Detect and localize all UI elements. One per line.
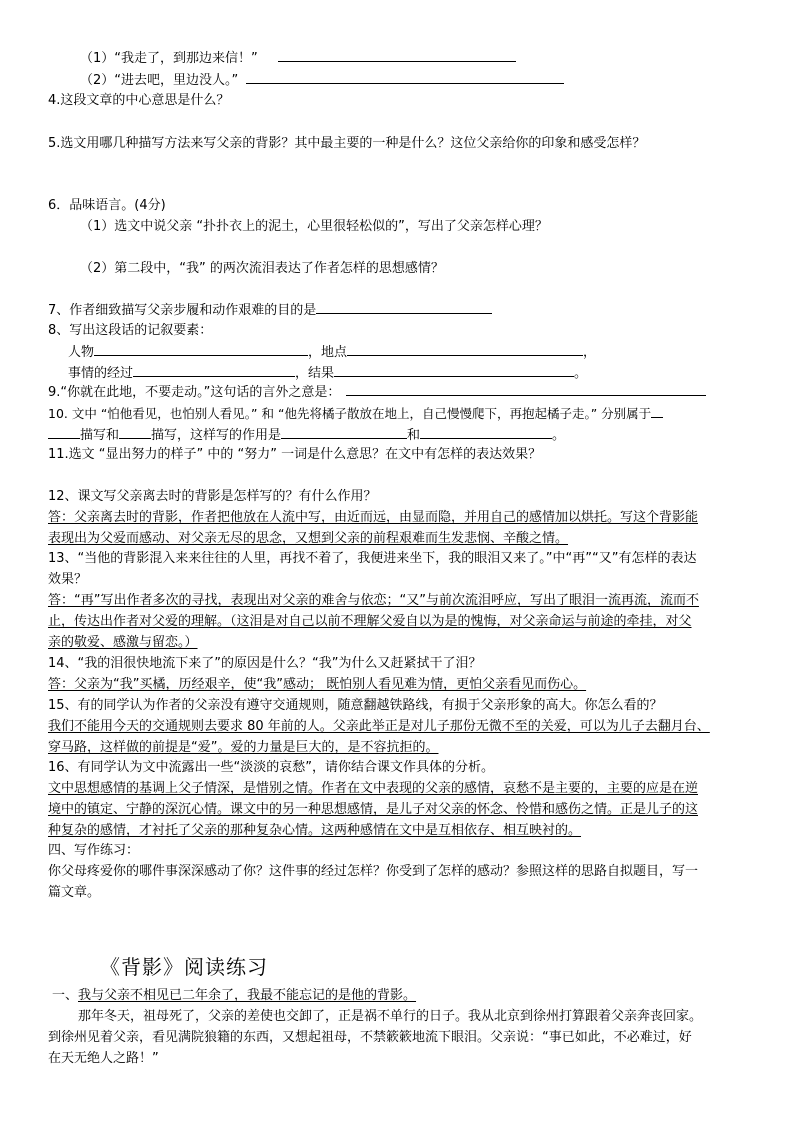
answer-blank-event[interactable] (133, 364, 295, 377)
answer-16-line-3: 种复杂的感情，才衬托了父亲的那种复杂心情。这两种感情在文中是互相依存、相互映衬的。 (48, 823, 582, 838)
answer-blank[interactable] (48, 426, 80, 439)
answer-13-line-1: 答：“再”写出作者多次的寻找，表现出对父亲的难舍与依恋；“又”与前次流泪呼应，写出了眼泪一流再流，流而不 (48, 593, 699, 608)
question-11: 11.选文 “显出努力的样子” 中的 “努力” 一词是什么意思？在文中有怎样的表达效果？ (48, 447, 542, 462)
passage-line-2: 到徐州见着父亲，看见满院狼籍的东西，又想起祖母，不禁簌簌地流下眼泪。父亲说：“事已如此，不必难过，好 (48, 1030, 692, 1045)
question-16: 16、有同学认为文中流露出一些“淡淡的哀愁”，请你结合课文作具体的分析。 (48, 760, 495, 775)
writing-prompt-line-1: 你父母疼爱你的哪件事深深感动了你？这件事的经过怎样？你受到了怎样的感动？参照这样的思路自拟题目，写一 (48, 864, 699, 879)
answer-blank[interactable] (651, 405, 663, 418)
answer-14: 答：父亲为“我”买橘，历经艰辛，使“我”感动； 既怕别人看见难为情，更怕父亲看见而伤心。 (48, 677, 587, 692)
answer-blank[interactable] (119, 426, 151, 439)
answer-12-line-2: 表现出为父爱而感动、对父亲无尽的思念，又想到父亲的前程艰难而生发悲悯、辛酸之情。 (48, 531, 569, 546)
answer-blank[interactable] (246, 71, 564, 84)
answer-15-line-1: 我们不能用今天的交通规则去要求 80 年前的人。父亲此举正是对儿子那份无微不至的关爱，可以为儿子去翻月台、 (48, 719, 710, 734)
answer-blank[interactable] (281, 426, 407, 439)
question-3-item-1: （1）“我走了，到那边来信！” (80, 49, 516, 68)
question-10-line-1: 10. 文中 “怕他看见，也怕别人看见。” 和 “他先将橘子散放在地上，自己慢慢爬下，再抱起橘子走。” 分别属于 (48, 405, 663, 423)
question-12: 12、课文写父亲离去时的背影是怎样写的？有什么作用？ (48, 489, 377, 504)
question-6-item-2: （2）第二段中，“我” 的两次流泪表达了作者怎样的思想感情？ (80, 261, 444, 276)
section-4-heading: 四、写作练习： (48, 843, 140, 858)
passage-line-1: 那年冬天，祖母死了，父亲的差使也交卸了，正是祸不单行的日子。我从北京到徐州打算跟着父亲奔丧回家。 (78, 1009, 703, 1024)
page-title: 《背影》阅读练习 (100, 955, 268, 979)
question-8: 8、写出这段话的记叙要素： (48, 323, 213, 338)
question-8-row-2: 事情的经过 ，结果 。 (68, 366, 588, 381)
answer-16-line-1: 文中思想感情的基调上父子情深，是惜别之情。作者在文中表现的父亲的感情，哀愁不是主要的，主要的应是在逆 (48, 781, 699, 796)
question-6-item-1: （1）选文中说父亲 “扑扑衣上的泥土，心里很轻松似的”，写出了父亲怎样心理？ (80, 219, 548, 234)
question-15: 15、有的同学认为作者的父亲没有遵守交通规则，随意翻越铁路线，有损于父亲形象的高大。你怎么看的？ (48, 698, 663, 713)
question-10-line-2: 描写和 描写，这样写的作用是 和 。 (48, 426, 565, 445)
question-14: 14、“我的泪很快地流下来了”的原因是什么？“我”为什么又赶紧拭干了泪？ (48, 656, 482, 671)
question-9: 9.“你就在此地，不要走动。”这句话的言外之意是： (48, 383, 706, 402)
answer-blank-result[interactable] (334, 364, 574, 377)
question-6: 6．品味语言。(4分) (48, 198, 166, 213)
answer-blank[interactable] (316, 301, 492, 314)
question-13-line-1: 13、“当他的背影混入来来往往的人里，再找不着了，我便进来坐下，我的眼泪又来了。”中“再”“又”有怎样的表达 (48, 551, 697, 566)
answer-12-line-1: 答：父亲离去时的背影，作者把他放在人流中写，由近而远，由显而隐，并用自己的感情加以烘托。写这个背影能 (48, 510, 699, 525)
passage-line-3: 在天无绝人之路！” (48, 1051, 159, 1066)
answer-blank[interactable] (278, 49, 516, 62)
answer-blank-place[interactable] (347, 343, 583, 356)
answer-blank-person[interactable] (94, 343, 308, 356)
passage-first-line: 一、我与父亲不相见已二年余了，我最不能忘记的是他的背影。 (52, 988, 417, 1003)
question-3-item-2: （2）“进去吧，里边没人。” (80, 71, 564, 90)
answer-13-line-3: 亲的敬爱、感激与留恋。） (48, 635, 198, 650)
answer-13-line-2: 止，传达出作者对父爱的理解。（这泪是对自己以前不理解父爱自以为是的愧悔，对父亲命运与前途的牵挂，对父 (48, 614, 692, 629)
writing-prompt-line-2: 篇文章。 (48, 885, 101, 900)
answer-16-line-2: 境中的镇定、宁静的深沉心情。课文中的另一种思想感情，是儿子对父亲的怀念、怜惜和感伤之情。正是儿子的这 (48, 802, 699, 817)
answer-15-line-2: 穿马路，这样做的前提是“爱”。爱的力量是巨大的，是不容抗拒的。 (48, 740, 439, 755)
question-13-line-2: 效果？ (48, 572, 88, 587)
question-4: 4.这段文章的中心意思是什么？ (48, 93, 230, 108)
answer-blank[interactable] (420, 426, 552, 439)
answer-blank[interactable] (346, 383, 706, 396)
question-8-row-1: 人物 ，地点 ， (68, 345, 597, 360)
question-7: 7、作者细致描写父亲步履和动作艰难的目的是 (48, 301, 492, 320)
question-5: 5.选文用哪几种描写方法来写父亲的背影？其中最主要的一种是什么？这位父亲给你的印象和感受怎样？ (48, 136, 646, 151)
